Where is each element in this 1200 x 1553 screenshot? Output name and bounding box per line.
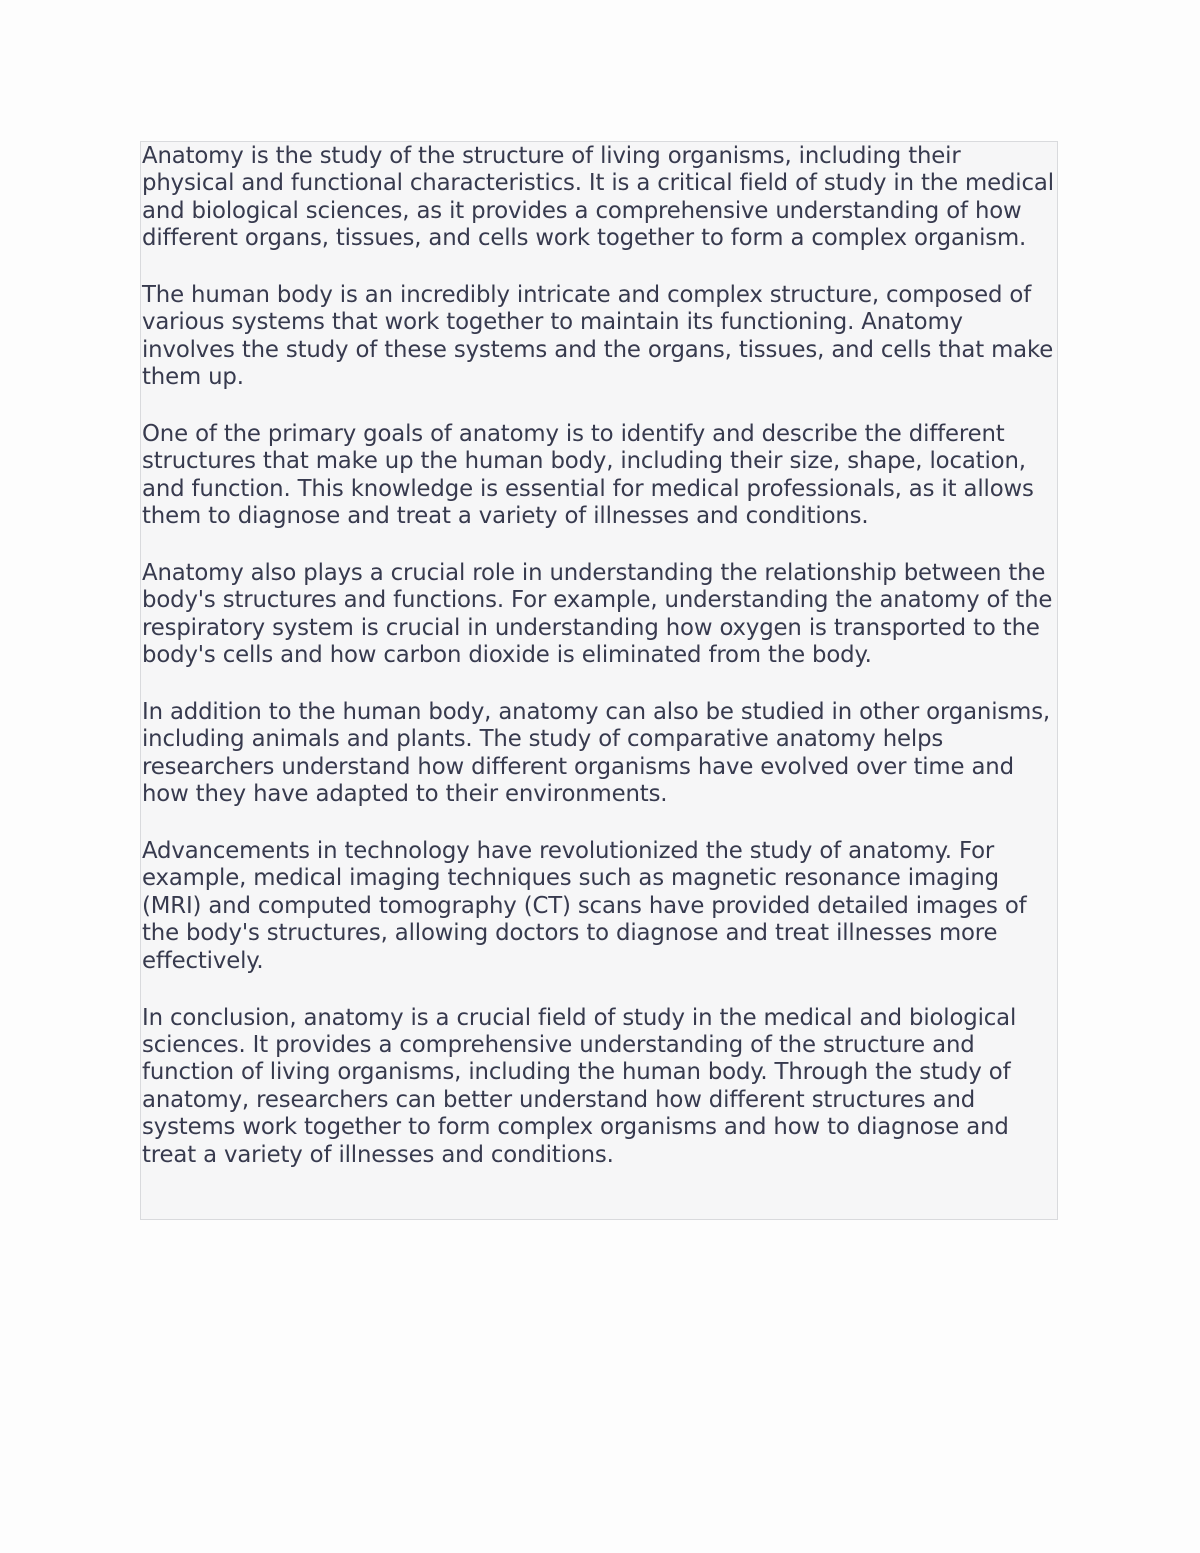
paragraph-intro: Anatomy is the study of the structure of living organisms, including their physical and functional characteristics. It is a critical field of study in the medical and biological sciences, as it provides a comprehensive understanding of how different organs, tissues, and cells work together to form a complex organism. [142, 143, 1054, 252]
paragraph-structure-function: Anatomy also plays a crucial role in understanding the relationship between the body's structures and functions. For example, understanding the anatomy of the respiratory system is crucial in understanding how oxygen is transported to the body's cells and how carbon dioxide is eliminated from the body. [142, 560, 1053, 669]
paragraph-primary-goals: One of the primary goals of anatomy is to identify and describe the different structures that make up the human body, including their size, shape, location, and function. This knowledge is essential for medical professionals, as it allows them to diagnose and treat a variety of illnesses and conditions. [142, 421, 1034, 530]
text-box [140, 141, 1058, 1220]
paragraph-technology: Advancements in technology have revolutionized the study of anatomy. For example, medical imaging techniques such as magnetic resonance imaging (MRI) and computed tomography (CT) scans have provided detailed images of the body's structures, allowing doctors to diagnose and treat illnesses more effectively. [142, 838, 1027, 974]
paragraph-conclusion: In conclusion, anatomy is a crucial field of study in the medical and biological sciences. It provides a comprehensive understanding of the structure and function of living organisms, including the human body. Through the study of anatomy, researchers can better understand how different structures and systems work together to form complex organisms and how to diagnose and treat a variety of illnesses and conditions. [142, 1004, 1017, 1168]
paragraph-human-body: The human body is an incredibly intricate and complex structure, composed of various systems that work together to maintain its functioning. Anatomy involves the study of these systems and the organs, tissues, and cells that make them up. [142, 282, 1054, 391]
paragraph-comparative-anatomy: In addition to the human body, anatomy can also be studied in other organisms, including animals and plants. The study of comparative anatomy helps researchers understand how different organisms have evolved over time and how they have adapted to their environments. [142, 699, 1051, 808]
